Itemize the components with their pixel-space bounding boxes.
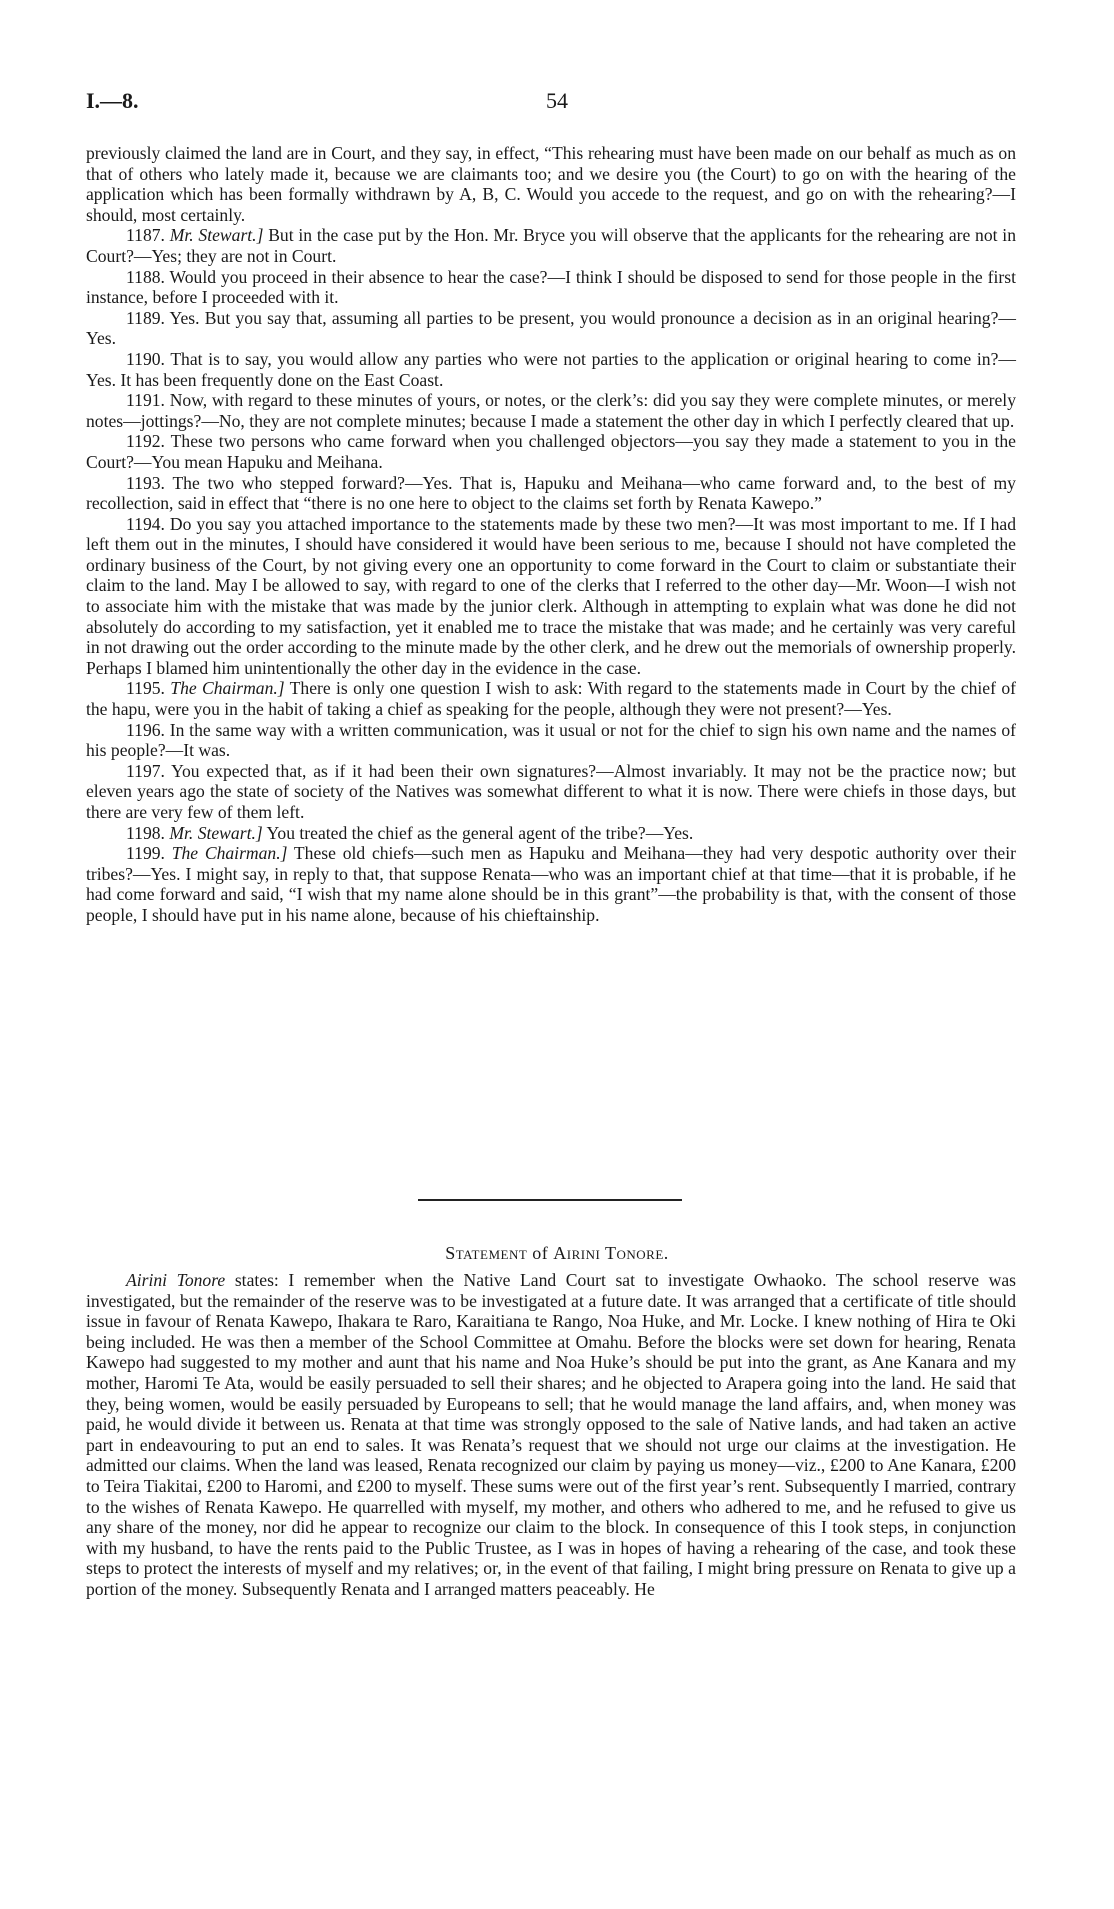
paragraph-text: Now, with regard to these minutes of yours, or notes, or the clerk’s: did you say they were complete minutes, or merely notes—jottings?—No, they are not complete minutes; because I made a statement the other day in which I perfectly cleared that up.	[86, 390, 1016, 431]
question-number: 1195.	[126, 678, 165, 699]
question-number: 1190.	[126, 348, 165, 369]
question-number: 1188.	[126, 266, 165, 287]
page-number: 54	[546, 88, 568, 113]
statement-text: states: I remember when the Native Land Court sat to investigate Owhaoko. The school reserve was investigated, but the remainder of the reserve was to be investigated at a future date. It was arranged that a certificate of title should issue in favour of Renata Kawepo, Ihakara te Raro, Karaitiana te Rango, Noa Huke, and Mr. Locke. I knew nothing of Hira te Oki being included. He was then a member of the School Committee at Omahu. Before the blocks were set down for hearing, Renata Kawepo had suggested to my mother and aunt that his name and Noa Huke’s should be put into the grant, as Ane Kanara and my mother, Haromi Te Ata, would be easily persuaded to sell their shares; and he objected to Arapera going into the land. He said that they, being women, would be easily persuaded by Europeans to sell; that he would manage the land affairs, and, when money was paid, he would divide it between us. Renata at that time was strongly opposed to the sale of Native lands, and had taken an active part in endeavouring to put an end to sales. It was Renata’s request that we should not urge our claims at the investigation. He admitted our claims. When the land was leased, Renata recognized our claim by paying us money—viz., £200 to Ane Kanara, £200 to Teira Tiakitai, £200 to Haromi, and £200 to myself. These sums were out of the first year’s rent. Subsequently I married, contrary to the wishes of Renata Kawepo. He quarrelled with myself, my mother, and others who adhered to me, and he refused to give us any share of the money, nor did he appear to recognize our claim to the block. In consequence of this I took steps, in conjunction with my husband, to have the rents paid to the Public Trustee, as I was in hopes of having a rehearing of the case, and took these steps to protect the interests of myself and my relatives; or, in the event of that failing, I might bring pressure on Renata to give up a portion of the money. Subsequently Renata and I arranged matters peaceably. He	[86, 1270, 1016, 1599]
speaker-label: Mr. Stewart.]	[169, 822, 263, 843]
statement-paragraph	[86, 1270, 1016, 1600]
heading-of: of	[532, 1243, 549, 1263]
paragraph-text: These two persons who came forward when you challenged objectors—you say they made a statement to you in the Court?—You mean Hapuku and Meihana.	[86, 431, 1016, 472]
question-number: 1189.	[126, 307, 165, 328]
paragraph-text: Yes. But you say that, assuming all parties to be present, you would pronounce a decision as in an original hearing?—Yes.	[86, 307, 1016, 349]
question-paragraph	[86, 514, 1016, 679]
statement-speaker: Airini Tonore	[126, 1270, 226, 1290]
paragraph-text: The two who stepped forward?—Yes. That is, Hapuku and Meihana—who came forward and, to the best of my recollection, said in effect that “there is no one here to object to the claims set forth by Renata Kawepo.”	[86, 472, 1016, 514]
question-paragraph	[86, 823, 1016, 844]
paragraph-text: But in the case put by the Hon. Mr. Bryce you will observe that the applicants for the rehearing are not in Court?—Yes; they are not in Court.	[86, 225, 1016, 266]
paragraph-text: In the same way with a written communication, was it usual or not for the chief to sign his own name and the names of his people?—It was.	[86, 719, 1017, 761]
paragraph-text: Would you proceed in their absence to hear the case?—I think I should be disposed to send for those people in the first instance, before I proceeded with it.	[86, 266, 1016, 308]
question-number: 1193.	[126, 472, 165, 493]
page-header	[86, 88, 1028, 122]
question-paragraph	[86, 225, 1016, 266]
question-number: 1198.	[126, 822, 165, 843]
question-number: 1191.	[126, 390, 165, 411]
speaker-label: The Chairman.]	[170, 678, 285, 699]
question-paragraph	[86, 267, 1016, 308]
paragraph-text: previously claimed the land are in Court, and they say, in effect, “This rehearing must have been made on our behalf as much as on that of others who lately made it, because we are claimants too; and we desire you (the Court) to go on with the hearing of the application which has been formally withdrawn by A, B, C. Would you accede to the request, and go on with the rehearing?—I should, most certainly.	[86, 143, 1016, 225]
statement-heading	[0, 1243, 1114, 1264]
statement-body	[86, 1270, 1016, 1600]
paragraph-continuation	[86, 143, 1016, 225]
speaker-label: The Chairman.]	[171, 843, 288, 864]
question-paragraph	[86, 390, 1016, 431]
question-number: 1197.	[126, 760, 165, 781]
section-divider	[418, 1199, 682, 1201]
question-number: 1196.	[126, 719, 165, 740]
paragraph-text: Do you say you attached importance to the statements made by these two men?—It was most important to me. If I had left them out in the minutes, I should have considered it would have been serious to me, because I should not have completed the ordinary business of the Court, by not giving every one an opportunity to come forward in the Court to claim or substantiate their claim to the land. May I be allowed to say, with regard to one of the clerks that I referred to the other day—Mr. Woon—I wish not to associate him with the mistake that was made by the junior clerk. Although in attempting to explain what was done he did not absolutely do according to my satisfaction, yet it enabled me to trace the mistake that was made; and he certainly was very careful in not drawing out the order according to the minute made by the other clerk, and he drew out the memorials of ownership properly. Perhaps I blamed him unintentionally the other day in the evidence in the case.	[86, 513, 1016, 678]
paragraph-text: There is only one question I wish to ask: With regard to the statements made in Court by the chief of the hapu, were you in the habit of taking a chief as speaking for the people, although they were not present?—Yes.	[86, 678, 1016, 720]
question-paragraph	[86, 431, 1016, 472]
question-number: 1192.	[126, 431, 165, 452]
question-paragraph	[86, 473, 1016, 514]
paragraph-text: That is to say, you would allow any parties who were not parties to the application or original hearing to come in?—Yes. It has been frequently done on the East Coast.	[86, 348, 1016, 390]
document-reference: I.—8.	[86, 88, 139, 113]
question-number: 1194.	[126, 513, 165, 534]
question-paragraph	[86, 308, 1016, 349]
question-paragraph	[86, 720, 1016, 761]
question-paragraph	[86, 349, 1016, 390]
paragraph-text: You expected that, as if it had been their own signatures?—Almost invariably. It may not be the practice now; but eleven years ago the state of society of the Natives was somewhat different to what it is now. There were chiefs in those days, but there are very few of them left.	[86, 760, 1016, 822]
paragraph-text: These old chiefs—such men as Hapuku and Meihana—they had very despotic authority over their tribes?—Yes. I might say, in reply to that, that suppose Renata—who was an important chief at that time—that it is probable, if he had come forward and said, “I wish that my name alone should be in this grant”—the probability is that, with the consent of those people, I should have put in his name alone, because of his chieftainship.	[86, 843, 1016, 925]
question-paragraph	[86, 843, 1016, 925]
speaker-label: Mr. Stewart.]	[169, 225, 264, 246]
paragraph-text: You treated the chief as the general agent of the tribe?—Yes.	[266, 822, 694, 843]
question-paragraph	[86, 678, 1016, 719]
question-number: 1199.	[126, 843, 165, 864]
question-paragraph	[86, 761, 1016, 823]
question-number: 1187.	[126, 225, 165, 246]
heading-word: Statement	[445, 1243, 528, 1263]
heading-name: Airini Tonore.	[553, 1243, 669, 1263]
evidence-body	[86, 143, 1016, 926]
